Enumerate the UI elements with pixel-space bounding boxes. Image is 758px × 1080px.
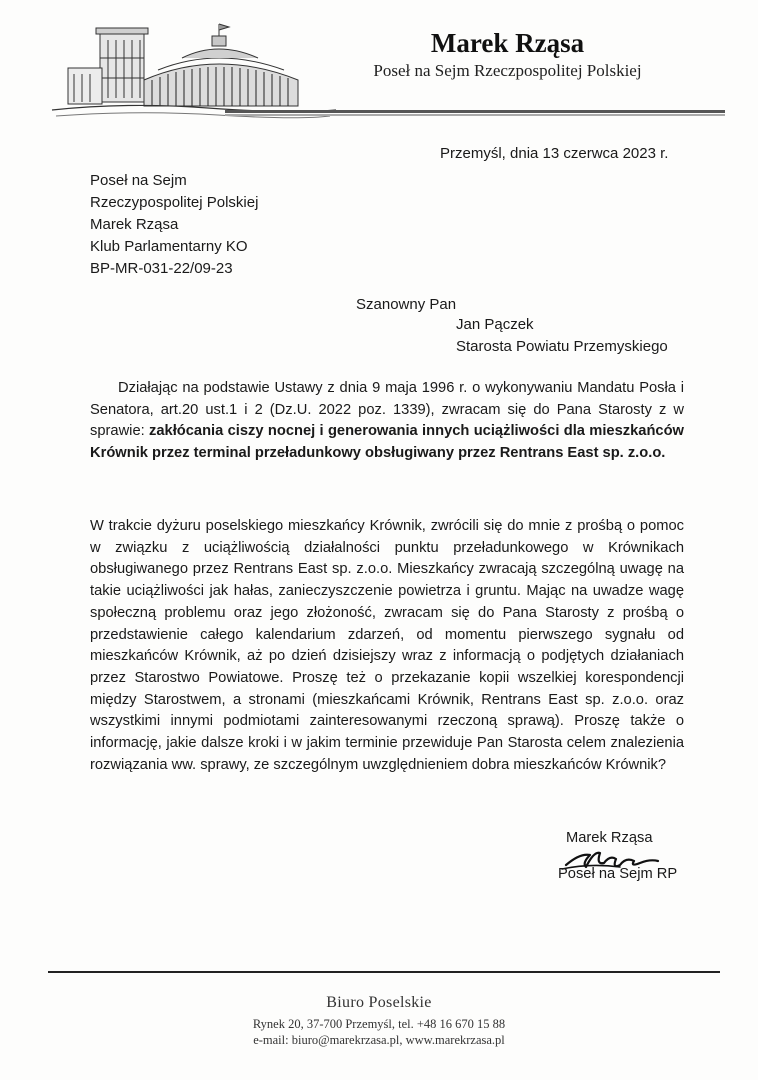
paragraph-body: W trakcie dyżuru poselskiego mieszkańcy Krównik, zwrócili się do mnie z prośbą o pomoc w związku z uciążliwością działalności punktu przeładunkowego w Krównikach obsługiwanego przez Rentrans East sp. z.o.o. Mieszkańcy zwracają szczególną uwagę na takie uciążliwości jak hałas, zanieczyszczenie powietrza i gruntu. Mając na uwadze wagę społeczną problemu oraz jego złożoność, zwracam się do Pana Starosty z prośbą o przedstawienie całego kalendarium zdarzeń, od momentu pierwszego sygnału od mieszkańców Krównik, aż po dzień dzisiejszy wraz z informacją o podjętych działaniach przez Starostwo Powiatowe. Proszę też o przekazanie kopii wszelkiej korespondencji między Starostwem, a stronami (mieszkańcami Krównik, Rentrans East sp. z.o.o. oraz wszystkimi innymi podmiotami zainteresowanymi rzeczoną sprawą). Proszę także o informację, jakie dalsze kroki i w jakim terminie przewiduje Pan Starosta celem znalezienia rozwiązania ww. sprawy, ze szczególnym uwzględnieniem dobra mieszkańców Krównik? — [90, 518, 684, 773]
header-name: Marek Rząsa — [430, 28, 585, 58]
footer-contact: e-mail: biuro@marekrzasa.pl, www.marekrzasa.pl — [253, 1033, 505, 1047]
paragraph-intro — [90, 378, 684, 465]
sender-block — [90, 170, 258, 280]
sender-line: Klub Parlamentarny KO — [90, 238, 248, 255]
signature-role: Poseł na Sejm RP — [558, 866, 678, 882]
recipient-title: Starosta Powiatu Przemyskiego — [456, 338, 668, 355]
footer-rule — [48, 971, 720, 973]
header-title: Poseł na Sejm Rzeczpospolitej Polskiej — [373, 61, 642, 80]
sender-line: Marek Rząsa — [90, 216, 179, 233]
subject-text: zakłócania ciszy nocnej i generowania innych uciążliwości dla mieszkańców Krównik przez terminal przeładunkowy obsługiwany przez Rentrans East sp. z.o.o. — [90, 423, 684, 462]
place-date: Przemyśl, dnia 13 czerwca 2023 r. — [440, 145, 669, 162]
sender-line: Poseł na Sejm — [90, 172, 187, 189]
paragraph-intro-text: Działając na podstawie Ustawy z dnia 9 maja 1996 r. o wykonywaniu Mandatu Posła i Senatora, art.20 ust.1 i 2 (Dz.U. 2022 poz. 1339), zwracam się do Pana Starosty z w sprawie: — [90, 380, 684, 440]
footer-address: Rynek 20, 37-700 Przemyśl, tel. +48 16 670 15 88 — [252, 1017, 506, 1031]
footer-office: Biuro Poselskie — [326, 994, 432, 1011]
reference-number: BP-MR-031-22/09-23 — [90, 260, 233, 277]
header-rule — [225, 108, 725, 120]
recipient-name: Jan Pączek — [456, 316, 534, 333]
recipient-greeting: Szanowny Pan — [356, 296, 457, 313]
signature-name: Marek Rząsa — [566, 830, 653, 846]
sender-line: Rzeczypospolitej Polskiej — [90, 194, 259, 211]
